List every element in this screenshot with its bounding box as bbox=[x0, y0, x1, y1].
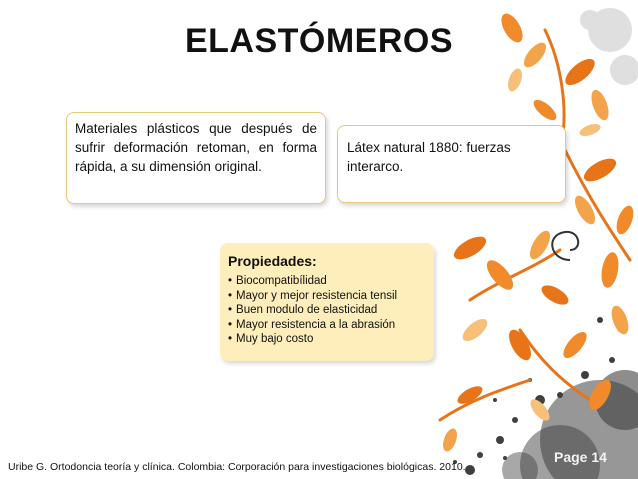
property-item: • Muy bajo costo bbox=[228, 332, 426, 347]
properties-heading: Propiedades: bbox=[228, 253, 317, 269]
property-item: • Biocompatibílidad bbox=[228, 274, 426, 289]
citation-footer: Uribe G. Ortodoncia teoría y clínica. Colombia: Corporación para investigaciones biológicas. 2010. bbox=[8, 461, 466, 473]
definition-text: Materiales plásticos que después de sufrir deformación retoman, en forma rápida, a su dimensión original. bbox=[75, 121, 317, 174]
page-number: Page 14 bbox=[554, 449, 607, 465]
latex-note-text: Látex natural 1880: fuerzas interarco. bbox=[347, 140, 511, 174]
property-item: • Buen modulo de elasticidad bbox=[228, 303, 426, 318]
leaf-cluster bbox=[440, 10, 636, 453]
properties-box bbox=[220, 243, 434, 361]
latex-note-box bbox=[337, 125, 566, 203]
slide-title: ELASTÓMEROS bbox=[184, 22, 454, 60]
definition-box bbox=[66, 112, 326, 204]
property-item: • Mayor y mejor resistencia tensil bbox=[228, 289, 426, 304]
properties-list bbox=[228, 274, 426, 347]
property-item: • Mayor resistencia a la abrasión bbox=[228, 318, 426, 333]
